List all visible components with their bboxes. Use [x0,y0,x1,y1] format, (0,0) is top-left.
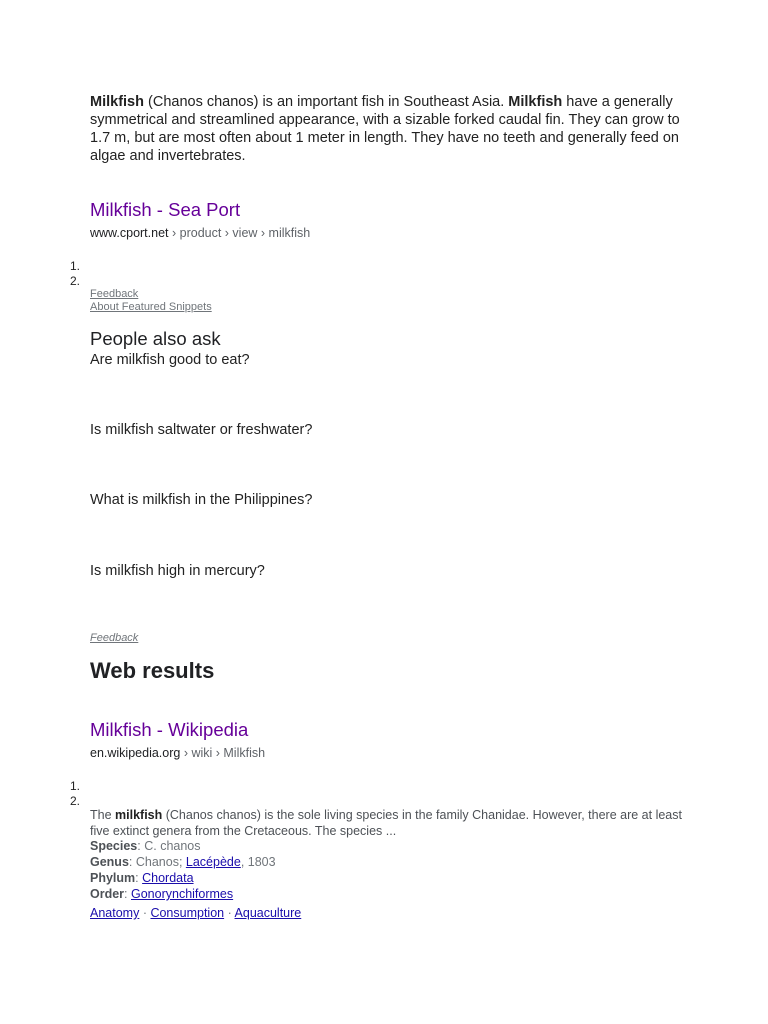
paa-question[interactable]: Are milkfish good to eat? [90,352,250,368]
snippet-bold-term: Milkfish [90,94,144,110]
list-number: 2. [70,274,81,288]
fact-row-order [90,887,233,903]
paa-question[interactable]: Is milkfish high in mercury? [90,563,265,579]
description-part: The [90,808,116,822]
paa-question[interactable]: What is milkfish in the Philippines? [90,492,313,508]
snippet-source-title-link[interactable]: Milkfish - Sea Port [90,199,241,220]
fact-label: Species [90,839,138,853]
description-part: (Chanos chanos) is the sole living species in the family Chanidae. However, there are at least five extinct genera from the Cretaceous. The species ... [90,808,682,838]
people-also-ask-heading: People also ask [90,328,221,349]
list-number: 2. [70,794,81,808]
sitelink-anatomy[interactable]: Anatomy [90,906,140,920]
result-site: en.wikipedia.org [90,746,181,760]
fact-label: Phylum [90,871,136,885]
paa-question[interactable]: Is milkfish saltwater or freshwater? [90,422,313,438]
web-results-heading: Web results [90,658,215,683]
fact-row-species [90,839,201,855]
snippet-bold-term: Milkfish [508,94,563,110]
fact-link[interactable]: Chordata [142,871,194,885]
snippet-text-part: have a generally symmetrical and streamlined appearance, with a sizable forked caudal fin. They can grow to 1.7 m, but are most often about 1 meter in length. They have no teeth and generally feed on algae and invertebrates. [90,94,680,164]
fact-value: C. chanos [144,839,201,853]
fact-separator: : [137,839,145,853]
fact-link[interactable]: Lacépède [185,855,241,869]
sitelink-separator: · [139,906,151,920]
result-sitelinks [90,906,301,922]
sitelink-consumption[interactable]: Consumption [150,906,225,920]
result-breadcrumb [90,745,265,761]
snippet-text-part: (Chanos chanos) is an important fish in Southeast Asia. [143,94,509,110]
snippet-source-site: www.cport.net [90,226,169,240]
snippet-feedback-link[interactable]: Feedback [90,288,139,300]
fact-value: , 1803 [240,855,276,869]
result-path: › wiki › Milkfish [180,746,266,760]
fact-separator: : [135,871,143,885]
fact-separator: : [124,887,131,901]
description-bold-term: milkfish [115,808,163,822]
list-number: 1. [70,259,81,273]
fact-row-phylum [90,871,194,887]
fact-label: Order [90,887,125,901]
list-number: 1. [70,779,81,793]
fact-label: Genus [90,855,129,869]
paa-feedback-link[interactable]: Feedback [90,632,139,644]
sitelink-aquaculture[interactable]: Aquaculture [234,906,302,920]
fact-separator: : [128,855,136,869]
sitelink-separator: · [224,906,235,920]
fact-value: Chanos; [135,855,186,869]
snippet-source-breadcrumb [90,225,310,241]
snippet-source-path: › product › view › milkfish [168,226,311,240]
result-description [90,808,690,839]
about-featured-snippets-link[interactable]: About Featured Snippets [90,301,212,313]
result-title-link[interactable]: Milkfish - Wikipedia [90,719,249,740]
fact-link[interactable]: Gonorynchiformes [131,887,234,901]
fact-row-genus [90,855,276,871]
featured-snippet-text [90,93,690,165]
